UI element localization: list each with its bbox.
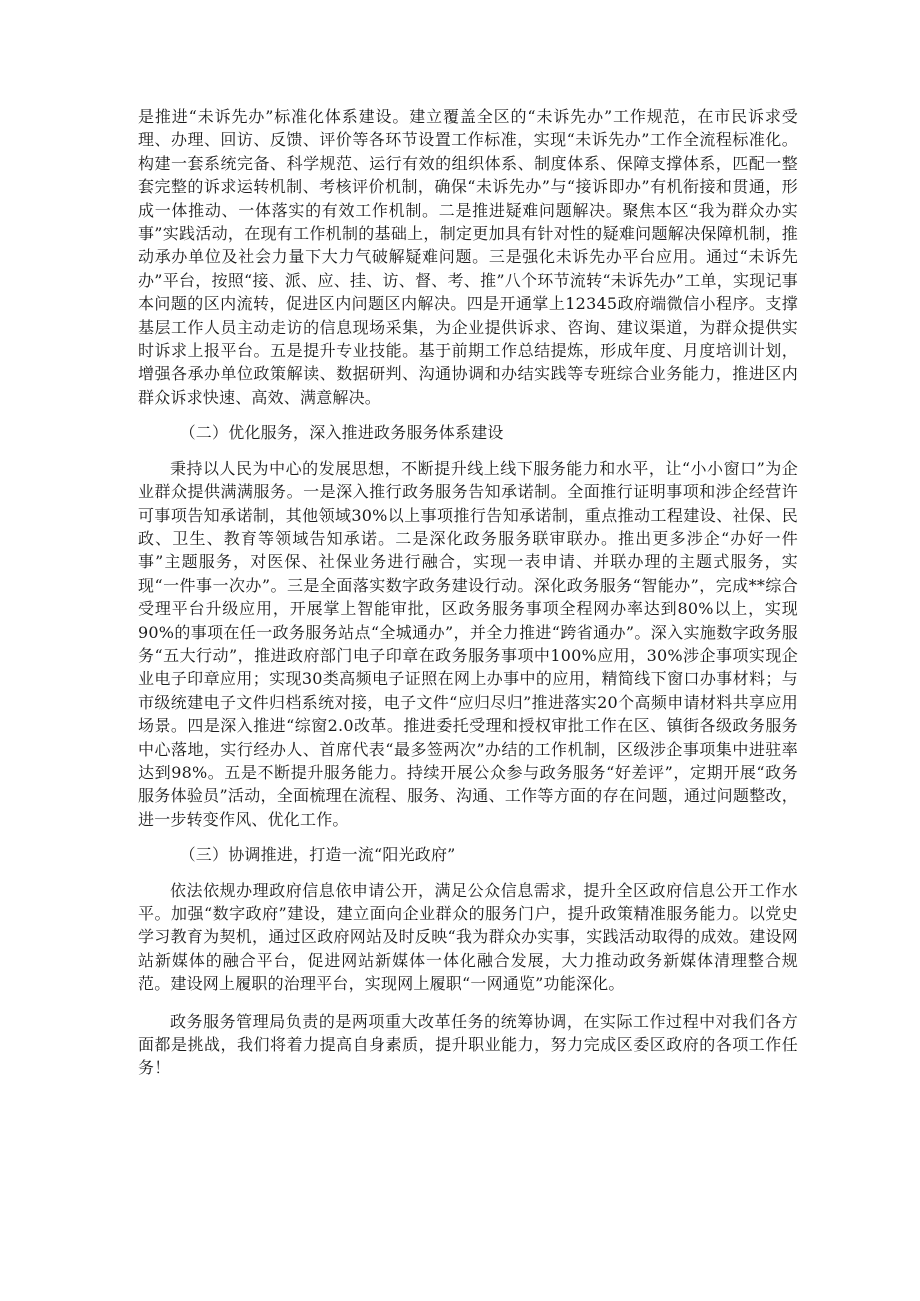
section-heading-2: （二）优化服务，深入推进政务服务体系建设 [179, 423, 504, 443]
paragraph-weisu-xianban: 是推进“未诉先办”标准化体系建设。建立覆盖全区的“未诉先办”工作规范，在市民诉求受理、办理、回访、反馈、评价等各环节设置工作标准，实现“未诉先办”工作全流程标准化。构建一套系统完备、科学规范、运行有效的组织体系、制度体系、保障支撑体系，匹配一整套完整的诉求运转机制、考核评价机制，确保“未诉先办”与“接诉即办”有机衔接和贯通，形成一体推动、一体落实的有效工作机制。二是推进疑难问题解决。聚焦本区“我为群众办实事”实践活动，在现有工作机制的基础上，制定更加具有针对性的疑难问题解决保障机制，推动承办单位及社会力量下大力气破解疑难问题。三是强化未诉先办平台应用。通过“未诉先办”平台，按照“接、派、应、挂、访、督、考、推”八个环节流转“未诉先办”工单，实现记事本问题的区内流转，促进区内问题区内解决。四是开通掌上12345政府端微信小程序。支撑基层工作人员主动走访的信息现场采集，为企业提供诉求、咨询、建议渠道，为群众提供实时诉求上报平台。五是提升专业技能。基于前期工作总结提炼，形成年度、月度培训计划，增强各承办单位政策解读、数据研判、沟通协调和办结实践等专班综合业务能力，推进区内群众诉求快速、高效、满意解决。 [138, 107, 798, 407]
paragraph-sunshine-government: 依法依规办理政府信息依申请公开，满足公众信息需求，提升全区政府信息公开工作水平。加强“数字政府”建设，建立面向企业群众的服务门户，提升政策精准服务能力。以党史学习教育为契机，通过区政府网站及时反映“我为群众办实事，实践活动取得的成效。建设网站新媒体的融合平台，促进网站新媒体一体化融合发展，大力推动政务新媒体清理整合规范。建设网上履职的治理平台，实现网上履职“一网通览”功能深化。 [138, 880, 798, 994]
paragraph-optimize-service: 秉持以人民为中心的发展思想，不断提升线上线下服务能力和水平，让“小小窗口”为企业群众提供满满服务。一是深入推行政务服务告知承诺制。全面推行证明事项和涉企经营许可事项告知承诺制，其他领域30%以上事项推行告知承诺制，重点推动工程建设、社保、民政、卫生、教育等领域告知承诺。二是深化政务服务联审联办。推出更多涉企“办好一件事”主题服务，对医保、社保业务进行融合，实现一表申请、并联办理的主题式服务，实现“一件事一次办”。三是全面落实数字政务建设行动。深化政务服务“智能办”，完成**综合受理平台升级应用，开展掌上智能审批，区政务服务事项全程网办率达到80%以上，实现90%的事项在任一政务服务站点“全城通办”，并全力推进“跨省通办”。深入实施数字政务服务“五大行动”，推进政府部门电子印章在政务服务事项中100%应用，30%涉企事项实现企业电子印章应用；实现30类高频电子证照在网上办事中的应用，精简线下窗口办事材料；与市级统建电子文件归档系统对接，电子文件“应归尽归”推进落实20个高频申请材料共享应用场景。四是深入推进“综窗2.0改革。推进委托受理和授权审批工作在区、镇街各级政务服务中心落地，实行经办人、首席代表“最多签两次”办结的工作机制，区级涉企事项集中进驻率达到98%。五是不断提升服务能力。持续开展公众参与政务服务“好差评”，定期开展“政务服务体验员”活动，全面梳理在流程、服务、沟通、工作等方面的存在问题，通过问题整改，进一步转变作风、优化工作。 [138, 458, 798, 829]
paragraph-closing: 政务服务管理局负责的是两项重大改革任务的统筹协调，在实际工作过程中对我们各方面都是挑战，我们将着力提高自身素质，提升职业能力，努力完成区委区政府的各项工作任务！ [138, 1011, 798, 1078]
document-body [138, 105, 798, 1080]
section-heading-3: （三）协调推进，打造一流“阳光政府” [179, 845, 456, 865]
